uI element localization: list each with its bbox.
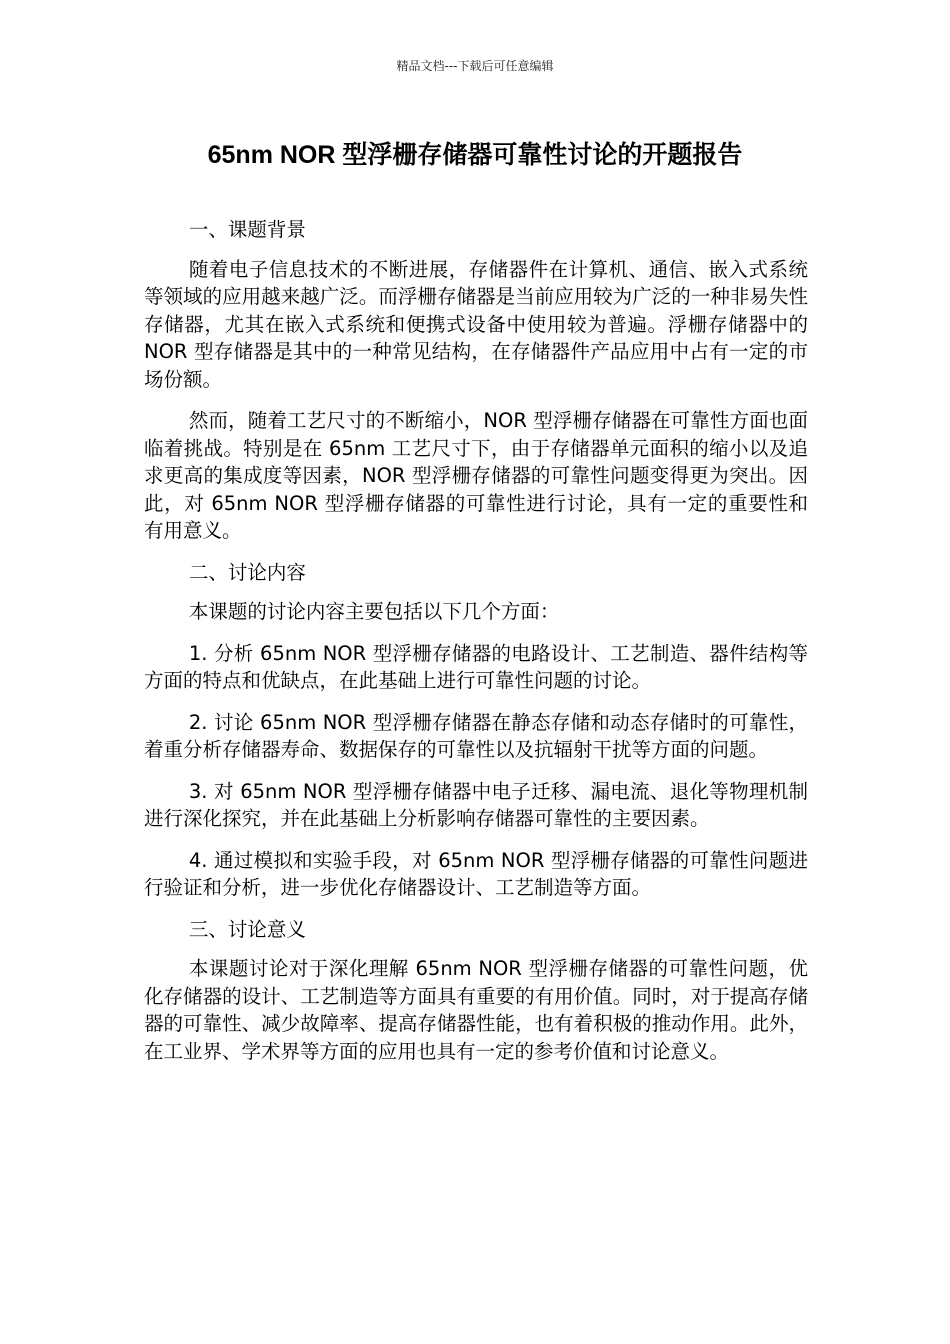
paragraph-background-1: 随着电子信息技术的不断进展，存储器件在计算机、通信、嵌入式系统等领域的应用越来越广泛。而浮栅存储器是当前应用较为广泛的一种非易失性存储器，尤其在嵌入式系统和便携式设备中使用较为普遍。浮栅存储器中的 NOR 型存储器是其中的一种常见结构，在存储器件产品应用中占有一定的市场份额。 — [144, 257, 808, 391]
section-heading-significance: 三、讨论意义 — [188, 917, 306, 941]
list-item: 1. 分析 65nm NOR 型浮栅存储器的电路设计、工艺制造、器件结构等方面的特点和优缺点，在此基础上进行可靠性问题的讨论。 — [144, 641, 808, 692]
paragraph-content-intro: 本课题的讨论内容主要包括以下几个方面： — [188, 600, 560, 623]
document-body — [144, 216, 808, 1079]
paragraph-significance: 本课题讨论对于深化理解 65nm NOR 型浮栅存储器的可靠性问题，优化存储器的设计、工艺制造等方面具有重要的有用价值。同时，对于提高存储器的可靠性、减少故障率、提高存储器性能，也有着积极的推动作用。此外，在工业界、学术界等方面的应用也具有一定的参考价值和讨论意义。 — [144, 957, 808, 1063]
list-item: 2. 讨论 65nm NOR 型浮栅存储器在静态存储和动态存储时的可靠性，着重分析存储器寿命、数据保存的可靠性以及抗辐射干扰等方面的问题。 — [144, 710, 808, 761]
section-heading-content: 二、讨论内容 — [188, 560, 306, 584]
section-heading-background: 一、课题背景 — [188, 218, 306, 241]
paragraph-background-2: 然而，随着工艺尺寸的不断缩小，NOR 型浮栅存储器在可靠性方面也面临着挑战。特别是在 65nm 工艺尺寸下，由于存储器单元面积的缩小以及追求更高的集成度等因素，NOR 型浮栅存储器的可靠性问题变得更为突出。因此，对 65nm NOR 型浮栅存储器的可靠性进行讨论，具有一定的重要性和有用意义。 — [144, 409, 808, 542]
page-header-watermark: 精品文档---下载后可任意编辑 — [396, 59, 554, 73]
list-item: 4. 通过模拟和实验手段，对 65nm NOR 型浮栅存储器的可靠性问题进行验证和分析，进一步优化存储器设计、工艺制造等方面。 — [144, 848, 808, 899]
document-title: 65nm NOR 型浮栅存储器可靠性讨论的开题报告 — [207, 141, 743, 169]
list-item: 3. 对 65nm NOR 型浮栅存储器中电子迁移、漏电流、退化等物理机制进行深化探究，并在此基础上分析影响存储器可靠性的主要因素。 — [144, 779, 808, 830]
